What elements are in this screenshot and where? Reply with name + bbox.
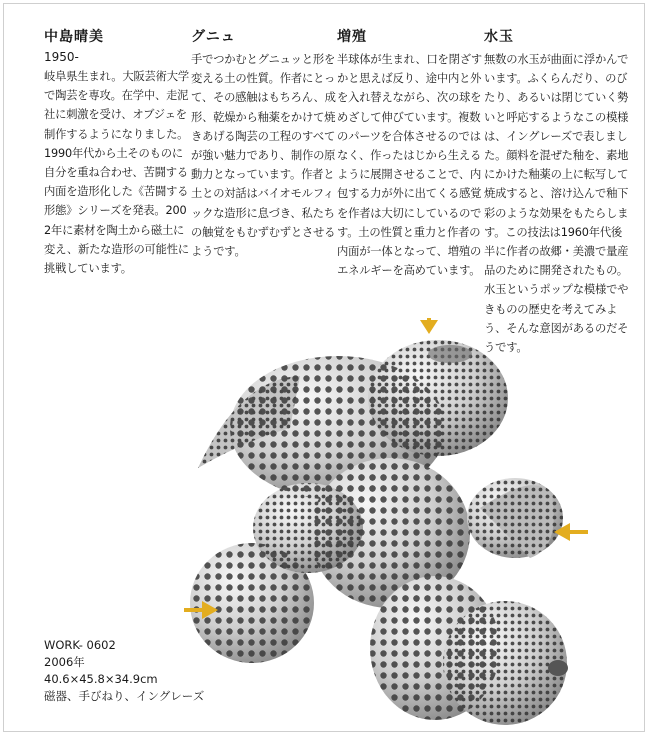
artist-dates: 1950- — [44, 50, 79, 64]
caption-material: 磁器、手びねり、イングレーズ — [44, 689, 205, 703]
gunyu-column — [191, 26, 339, 261]
gunyu-text: 手でつかむとグニュッと形を変える土の性質。作者にとって、その感触はもちろん、成形、乾燥から釉薬をかけて焼きあげる陶芸の工程のすべてが強い魅力であり、制作の原動力となっています。作者と土との対話はバイオモルフィックな造形に息づき、私たちの触覚をもむずむずとさせるようです。 — [191, 53, 336, 259]
artist-bio: 岐阜県生まれ。大阪芸術大学で陶芸を専攻。在学中、走泥社に刺激を受け、オブジェを制作するようになりました。1990年代から土そのものに自分を重ね合わせ、苦闘する内面を造形化した《苦闘する形態》シリーズを発表。2002年に素材を陶土から磁土に変え、新たな造形の可能性に挑戦しています。 — [44, 70, 189, 276]
caption-year: 2006年 — [44, 655, 85, 669]
artwork-caption — [44, 637, 204, 705]
mizutama-column — [484, 26, 632, 357]
sculpture-image — [180, 318, 635, 733]
mizutama-heading: 水玉 — [484, 29, 514, 45]
artist-name: 中島晴美 — [44, 29, 104, 45]
polka-dots — [190, 340, 567, 725]
artist-column — [44, 26, 192, 278]
caption-size: 40.6×45.8×34.9cm — [44, 672, 158, 686]
zoshoku-heading: 増殖 — [337, 29, 367, 45]
mizutama-text: 無数の水玉が曲面に浮かんでいます。ふくらんだり、のびたり、あるいは閉じていく勢いと呼応するようなこの模様は、イングレーズで表しました。顔料を混ぜた釉を、素地にかけた釉薬の上に転写して焼成すると、溶け込んで釉下彩のような効果をもたらします。この技法は1960年代後半に作者の故郷・美濃で量産品のために開発されたもの。水玉というポップな模様でやきものの歴史を考えてみよう、そんな意図があるのだそうです。 — [484, 53, 629, 355]
gunyu-heading: グニュ — [191, 29, 236, 45]
zoshoku-column — [337, 26, 485, 280]
caption-title: WORK- 0602 — [44, 638, 116, 652]
zoshoku-text: 半球体が生まれ、口を閉ざすかと思えば反り、途中内と外を入れ替えながら、次の球をめざして伸びています。複数のパーツを合体させるのではなく、作ったはじから生えるように展開させることで、内包する力が外に出てくる感覚を作者は大切にしているのです。土の性質と重力と作者の内面が一体となって、増殖のエネルギーを高めています。 — [337, 53, 482, 278]
